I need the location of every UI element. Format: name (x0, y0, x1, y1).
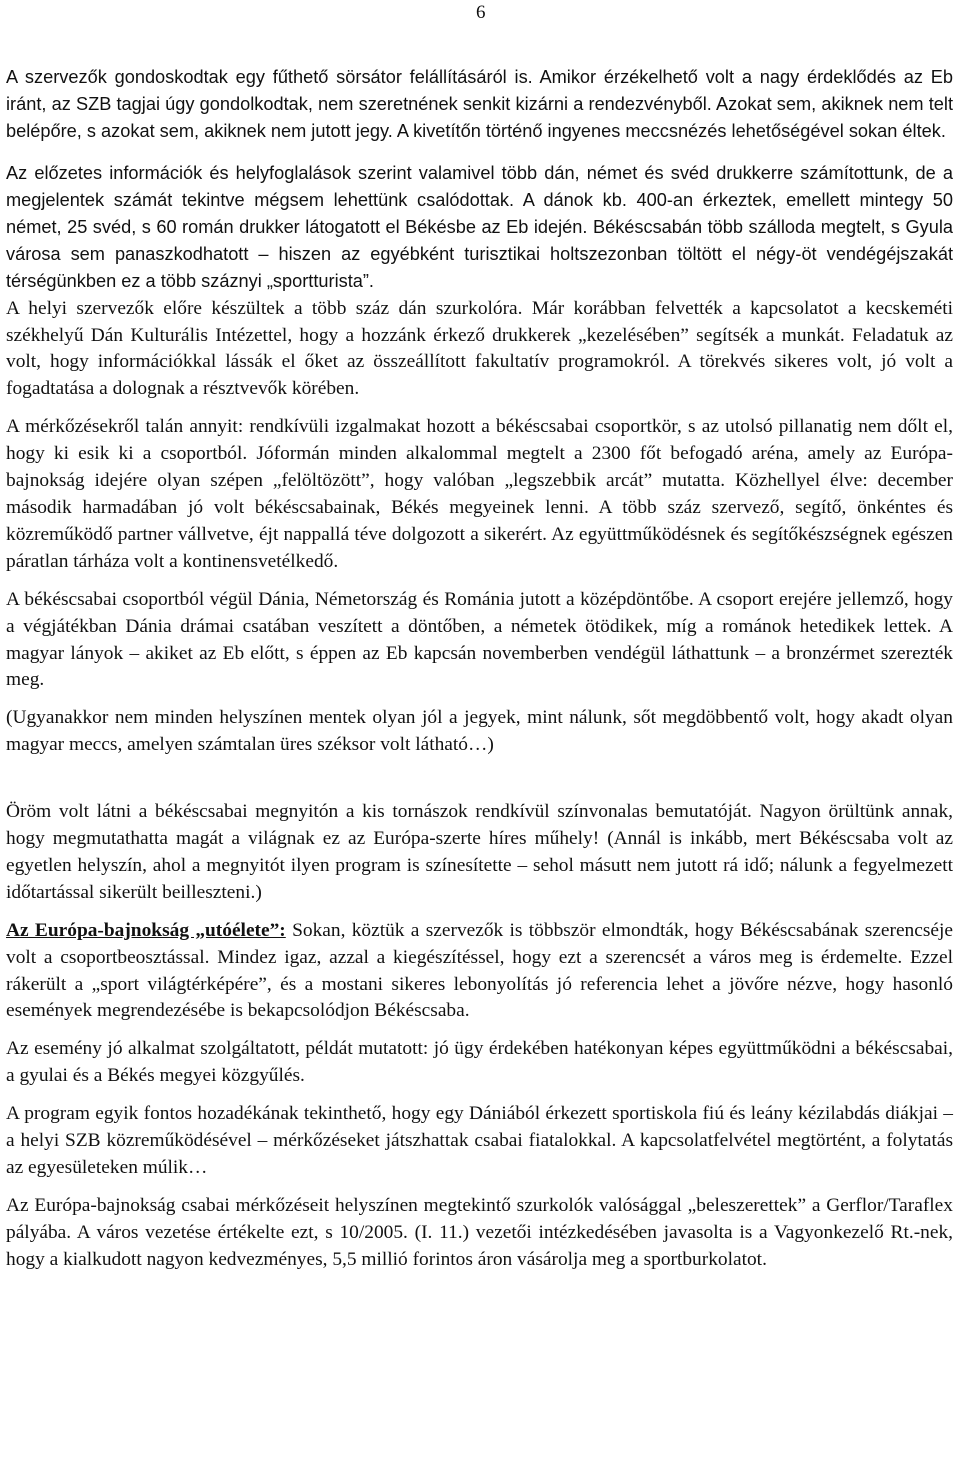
afterlife-heading: Az Európa-bajnokság „utóélete”: (6, 919, 286, 941)
document-body (6, 64, 953, 1274)
paragraph-cooperation: Az esemény jó alkalmat szolgáltatott, példát mutatott: jó ügy érdekében hatékonyan képes együttműködni a békéscsabai, a gyulai és a Békés megyei közgyűlés. (6, 1038, 953, 1087)
afterlife-text: Sokan, köztük a szervezők is többször elmondták, hogy Békéscsabának szerencséje volt a csoportbeosztással. Mindez igaz, azzal a kiegészítéssel, hogy ezt a szerencsét a város meg is érdemelte. Ezzel rákerült a „sport világtérképére”, és a mostani sikeres lebonyolítás jó referencia lehet a jövőre nézve, hogy hasonló események megrendezésébe is bekapcsolódjon Békéscsaba. (6, 919, 953, 1022)
paragraph-opening-ceremony: Öröm volt látni a békéscsabai megnyitón a kis tornászok rendkívül színvonalas bemutatóját. Nagyon örültünk annak, hogy megmutathatta magát a világnak ez az Európa-szerte híres műhely! (Annál is inkább, mert Békéscsaba volt az egyetlen helyszín, ahol a megnyitót ilyen program is színesítette – sehol másutt nem jutott rá idő; nálunk a fegyelmezett időtartással sikerült beilleszteni.) (6, 801, 953, 903)
paragraph-group-results: A békéscsabai csoportból végül Dánia, Németország és Románia jutott a középdöntőbe. A csoport erejére jellemző, hogy a végjátékban Dánia drámai csatában veszített a döntőben, a németek ötödikek, míg a románok hetedikek lettek. A magyar lányok – akiket az Eb előtt, s éppen az Eb kapcsán novemberben vendégül láthattunk – a bronzérmet szerezték meg. (6, 588, 953, 691)
page-number: 6 (476, 2, 486, 23)
paragraph-beer-tent: A szervezők gondoskodtak egy fűthető sörsátor felállításáról is. Amikor érzékelhető volt a nagy érdeklődés az Eb iránt, az SZB tagjai úgy gondolkodtak, nem szeretnének senkit kizárni a rendezvényből. Azokat sem, akiknek nem telt belépőre, s azokat sem, akiknek nem jutott jegy. A kivetítőn történő ingyenes meccsnézés lehetőségével sokan éltek. (6, 67, 953, 142)
paragraph-danish-supporters: A helyi szervezők előre készültek a több száz dán szurkolóra. Már korábban felvették a kapcsolatot a kecskeméti székhelyű Dán Kulturális Intézettel, hogy a hozzánk érkező drukkerek „kezelésében” segítsék a munkát. Feladatuk az volt, hogy információkkal lássák el őket az összeállított fakultatív programokról. A törekvés sikeres volt, jó volt a fogadtatása a dolognak a résztvevők körében. (6, 297, 953, 400)
paragraph-afterlife (6, 918, 953, 1026)
paragraph-matches: A mérkőzésekről talán annyit: rendkívüli izgalmakat hozott a békéscsabai csoportkör, s az utolsó pillanatig nem dőlt el, hogy ki esik ki a csoportból. Jóformán minden alkalommal megtelt a 2300 főt befogadó aréna, amely az Európa-bajnokság idejére olyan szépen „felöltözött”, hogy valóban „legszebbik arcát” mutatta. Közhellyel élve: december második harmadában jó volt békéscsabainak, Békés megyeinek lenni. A több száz szervező, segítő, önkéntes és közreműködő partner vállvetve, éjt nappallá téve dolgozott a sikerért. Az együttműködésnek és segítőkészségnek egészen páratlan tárháza volt a kontinensvetélkedő. (6, 416, 953, 572)
paragraph-foreign-fans: Az előzetes információk és helyfoglalások szerint valamivel több dán, német és svéd drukkerre számítottunk, de a megjelentek számát tekintve mégsem lehettünk csalódottak. A dánok kb. 400-an érkeztek, emellett mintegy 50 német, 25 svéd, s 60 román drukker látogatott el Békésbe az Eb idején. Békéscsabán több szálloda megtelt, s Gyula városa sem panaszkodhatott – hiszen az egyébként turisztikai holtszezonban töltött el négy-öt vendégéjszakát térségünkben ez a több száznyi „sportturista”. (6, 162, 953, 292)
paragraph-handball-school: A program egyik fontos hozadékának tekinthető, hogy egy Dániából érkezett sportiskola fiú és leány kézilabdás diákjai – a helyi SZB közreműködésével – mérkőzéseket játszhattak csabai fiatalokkal. A kapcsolatfelvétel megtörtént, a folytatás az egyesületeken múlik… (6, 1103, 953, 1178)
paragraph-sport-floor: Az Európa-bajnokság csabai mérkőzéseit helyszínen megtekintő szurkolók valósággal „beleszerettek” a Gerflor/Taraflex pályába. A város vezetése értékelte ezt, s 10/2005. (I. 11.) vezetői intézkedésében javasolta is a Vagyonkezelő Rt.-nek, hogy a kialkudott nagyon kedvezményes, 5,5 millió forintos áron vásárolja meg a sportburkolatot. (6, 1194, 953, 1270)
paragraph-ticket-note: (Ugyanakkor nem minden helyszínen mentek olyan jól a jegyek, mint nálunk, sőt megdöbbentő volt, hogy akadt olyan magyar meccs, amelyen számtalan üres széksor volt látható…) (6, 707, 953, 756)
